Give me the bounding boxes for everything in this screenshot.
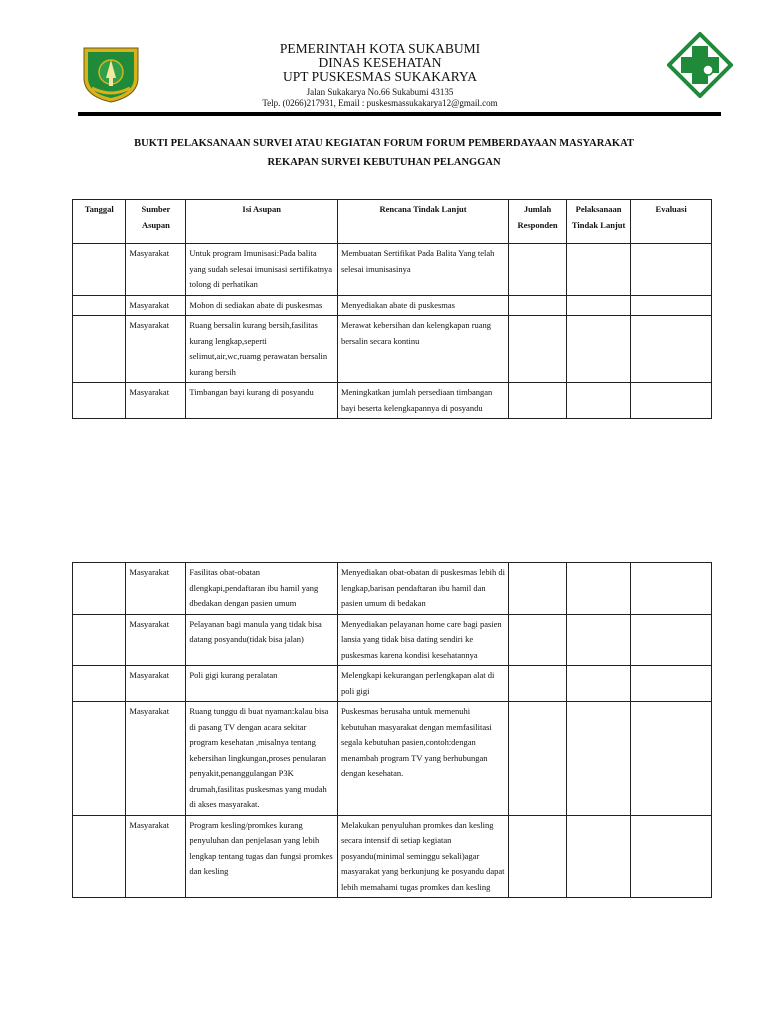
table-row [73, 815, 712, 898]
cell-pelaksanaan [566, 614, 630, 666]
table-row [73, 316, 712, 383]
cell-isi: Program kesling/promkes kurang penyuluhan dan penjelasan yang lebih lengkap tentang tugas dan fungsi promkes dan kesling [186, 815, 338, 898]
government-name: PEMERINTAH KOTA SUKABUMI [279, 41, 481, 56]
cell-jumlah [509, 244, 567, 296]
cell-rencana: Meningkatkan jumlah persediaan timbangan bayi beserta kelengkapannya di posyandu [337, 383, 508, 419]
cell-tanggal [73, 563, 126, 615]
cell-jumlah [509, 563, 567, 615]
table-row [73, 295, 712, 316]
cell-evaluasi [631, 295, 712, 316]
cell-rencana: Membuatan Sertifikat Pada Balita Yang telah selesai imunisasinya [337, 244, 508, 296]
table-row [73, 563, 712, 615]
cell-isi: Timbangan bayi kurang di posyandu [186, 383, 338, 419]
cell-pelaksanaan [566, 666, 630, 702]
header-isi-asupan: Isi Asupan [186, 200, 338, 244]
cell-sumber: Masyarakat [126, 383, 186, 419]
cell-evaluasi [631, 383, 712, 419]
header-pelaksanaan: Pelaksanaan Tindak Lanjut [566, 200, 630, 244]
cell-pelaksanaan [566, 702, 630, 816]
cell-sumber: Masyarakat [126, 563, 186, 615]
cell-pelaksanaan [566, 815, 630, 898]
table-row [73, 702, 712, 816]
cell-sumber: Masyarakat [126, 815, 186, 898]
cell-jumlah [509, 666, 567, 702]
cell-isi: Untuk program Imunisasi:Pada balita yang sudah selesai imunisasi sertifikatnya tolong di perhatikan [186, 244, 338, 296]
cell-tanggal [73, 244, 126, 296]
cell-jumlah [509, 295, 567, 316]
department-name: DINAS KESEHATAN [318, 55, 442, 70]
cell-isi: Ruang tunggu di buat nyaman:kalau bisa di pasang TV dengan acara sekitar program kesehatan ,misalnya tentang kebersihan lingkungan,proses penularan penyakit,penanggulangan P3K drumah,fasilitas puskesmas yang mudah di akses masyarakat. [186, 702, 338, 816]
cell-pelaksanaan [566, 383, 630, 419]
cell-rencana: Merawat kebersihan dan kelengkapan ruang bersalin secara kontinu [337, 316, 508, 383]
cell-pelaksanaan [566, 563, 630, 615]
cell-pelaksanaan [566, 316, 630, 383]
cell-evaluasi [631, 563, 712, 615]
survey-table-page1 [72, 199, 712, 419]
puskesmas-logo [667, 32, 733, 98]
cell-tanggal [73, 295, 126, 316]
cell-rencana: Menyediakan abate di puskesmas [337, 295, 508, 316]
letterhead-text [180, 42, 580, 109]
cell-isi: Mohon di sediakan abate di puskesmas [186, 295, 338, 316]
contact-info: Telp. (0266)217931, Email : puskesmassukakarya12@gmail.com [262, 98, 498, 108]
document-subtitle: REKAPAN SURVEI KEBUTUHAN PELANGGAN [267, 157, 501, 168]
table-row [73, 614, 712, 666]
cell-sumber: Masyarakat [126, 702, 186, 816]
cell-tanggal [73, 666, 126, 702]
cell-jumlah [509, 614, 567, 666]
header-jumlah-responden: Jumlah Responden [509, 200, 567, 244]
cell-isi: Fasilitas obat-obatan dlengkapi,pendaftaran ibu hamil yang dbedakan dengan pasien umum [186, 563, 338, 615]
header-rencana-tindak-lanjut: Rencana Tindak Lanjut [337, 200, 508, 244]
cell-rencana: Melakukan penyuluhan promkes dan kesling secara intensif di setiap kegiatan posyandu(minimal seminggu sekali)agar masyarakat yang berkunjung ke posyandu dapat lebih memahami tugas promkes dan kesling [337, 815, 508, 898]
cell-isi: Poli gigi kurang peralatan [186, 666, 338, 702]
table-row [73, 383, 712, 419]
survey-table-page2 [72, 562, 712, 898]
cell-isi: Pelayanan bagi manula yang tidak bisa datang posyandu(tidak bisa jalan) [186, 614, 338, 666]
cell-jumlah [509, 702, 567, 816]
cell-jumlah [509, 815, 567, 898]
cell-pelaksanaan [566, 295, 630, 316]
table-body-page2 [73, 563, 712, 898]
cell-rencana: Menyediakan pelayanan home care bagi pasien lansia yang tidak bisa dating sendiri ke puskesmas karena kondisi kesehatannya [337, 614, 508, 666]
cell-rencana: Melengkapi kekurangan perlengkapan alat di poli gigi [337, 666, 508, 702]
table-row [73, 244, 712, 296]
header-sumber-asupan: Sumber Asupan [126, 200, 186, 244]
cell-tanggal [73, 316, 126, 383]
cell-evaluasi [631, 614, 712, 666]
cell-tanggal [73, 702, 126, 816]
table-header-row [73, 200, 712, 244]
address: Jalan Sukakarya No.66 Sukabumi 43135 [306, 87, 454, 97]
cell-tanggal [73, 614, 126, 666]
cell-evaluasi [631, 702, 712, 816]
header-tanggal: Tanggal [73, 200, 126, 244]
cell-pelaksanaan [566, 244, 630, 296]
table-body-page1 [73, 244, 712, 419]
cell-sumber: Masyarakat [126, 244, 186, 296]
unit-name: UPT PUSKESMAS SUKAKARYA [282, 69, 478, 84]
cell-sumber: Masyarakat [126, 666, 186, 702]
cell-tanggal [73, 383, 126, 419]
cell-jumlah [509, 383, 567, 419]
city-emblem-logo [78, 44, 144, 104]
cell-sumber: Masyarakat [126, 295, 186, 316]
cell-evaluasi [631, 815, 712, 898]
cell-sumber: Masyarakat [126, 614, 186, 666]
cell-evaluasi [631, 244, 712, 296]
cell-evaluasi [631, 666, 712, 702]
table-row [73, 666, 712, 702]
cell-rencana: Puskesmas berusaha untuk memenuhi kebutuhan masyarakat dengan memfasilitasi segala kebutuhan pasien,contoh:dengan menambah program TV yang berhubungan dengan kesehatan. [337, 702, 508, 816]
header-rule [78, 112, 721, 116]
cell-evaluasi [631, 316, 712, 383]
document-title: BUKTI PELAKSANAAN SURVEI ATAU KEGIATAN FORUM FORUM PEMBERDAYAAN MASYARAKAT [134, 138, 634, 149]
letterhead [0, 0, 768, 120]
cell-jumlah [509, 316, 567, 383]
cell-rencana: Menyediakan obat-obatan di puskesmas lebih di lengkap,barisan pendaftaran ibu hamil dan pasien umum di bedakan [337, 563, 508, 615]
cell-tanggal [73, 815, 126, 898]
cell-sumber: Masyarakat [126, 316, 186, 383]
header-evaluasi: Evaluasi [631, 200, 712, 244]
cell-isi: Ruang bersalin kurang bersih,fasilitas kurang lengkap,seperti selimut,air,wc,ruamg perawatan bersalin kurang bersih [186, 316, 338, 383]
